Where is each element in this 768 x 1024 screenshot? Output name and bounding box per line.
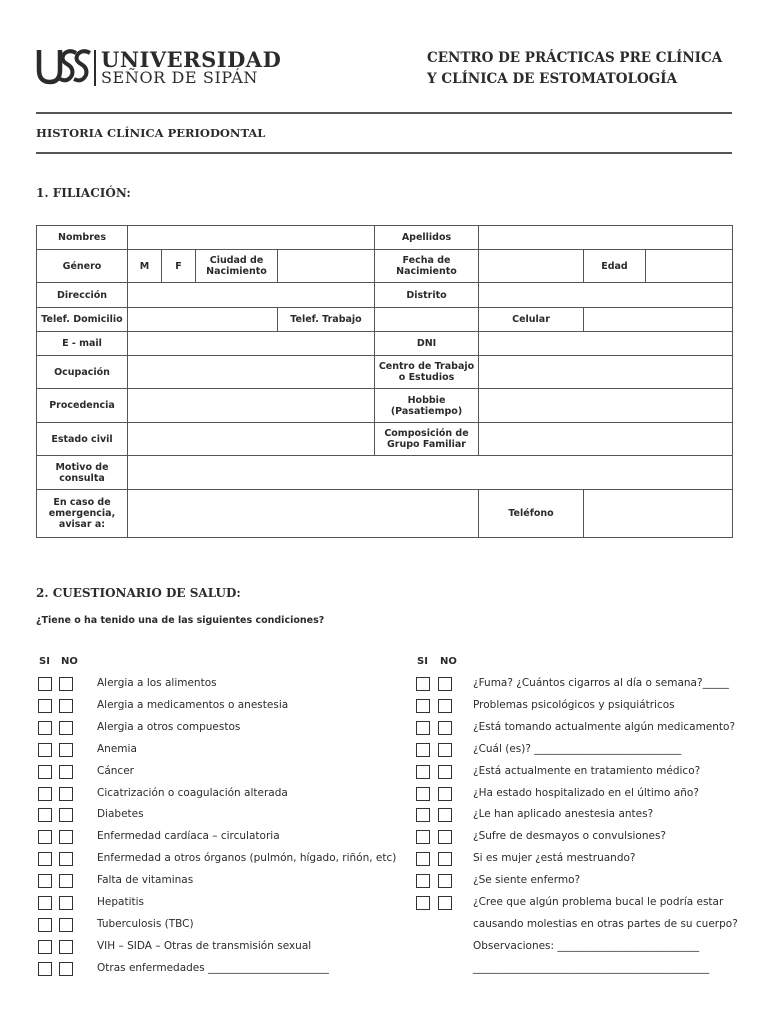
center-title-line1: CENTRO DE PRÁCTICAS PRE CLÍNICA (427, 50, 723, 66)
university-name: UNIVERSIDAD (101, 47, 282, 72)
left-question-label: Enfermedad cardíaca – circulatoria (97, 830, 280, 842)
left-question-label: Cáncer (97, 765, 134, 777)
right-si-checkbox[interactable] (416, 896, 430, 910)
left-no-checkbox[interactable] (59, 874, 73, 888)
left-question-label: Enfermedad a otros órganos (pulmón, hígado, riñón, etc) (97, 852, 397, 864)
right-no-checkbox[interactable] (438, 721, 452, 735)
right-si-checkbox[interactable] (416, 721, 430, 735)
left-si-checkbox[interactable] (38, 699, 52, 713)
label-celular: Celular (479, 308, 584, 332)
left-no-checkbox[interactable] (59, 896, 73, 910)
row-genero (37, 250, 733, 283)
nombres-field[interactable] (128, 226, 375, 250)
apellidos-field[interactable] (479, 226, 733, 250)
edad-field[interactable] (646, 250, 733, 283)
right-si-checkbox[interactable] (416, 808, 430, 822)
left-si-checkbox[interactable] (38, 896, 52, 910)
label-telefono: Teléfono (479, 490, 584, 538)
title-divider (36, 152, 732, 154)
document-title: HISTORIA CLÍNICA PERIODONTAL (36, 126, 266, 140)
right-no-checkbox[interactable] (438, 874, 452, 888)
left-no-checkbox[interactable] (59, 765, 73, 779)
left-question-label: Alergia a otros compuestos (97, 721, 241, 733)
label-genero: Género (37, 250, 128, 283)
university-subname: SEÑOR DE SIPÁN (101, 68, 259, 87)
left-question-label: Anemia (97, 743, 137, 755)
distrito-field[interactable] (479, 283, 733, 308)
motivo-consulta-field[interactable] (128, 456, 733, 490)
left-si-checkbox[interactable] (38, 940, 52, 954)
right-question-label: Si es mujer ¿está mestruando? (473, 852, 636, 864)
ocupacion-field[interactable] (128, 356, 375, 389)
row-email (37, 332, 733, 356)
composicion-familiar-field[interactable] (479, 423, 733, 456)
left-question-label: Otras enfermedades _______________________ (97, 962, 329, 974)
email-field[interactable] (128, 332, 375, 356)
left-si-checkbox[interactable] (38, 787, 52, 801)
right-no-checkbox[interactable] (438, 743, 452, 757)
celular-field[interactable] (584, 308, 733, 332)
right-si-checkbox[interactable] (416, 830, 430, 844)
right-question-label: ¿Está tomando actualmente algún medicamento? (473, 721, 736, 733)
row-direccion (37, 283, 733, 308)
emergencia-field[interactable] (128, 490, 479, 538)
telef-trabajo-field[interactable] (375, 308, 479, 332)
right-question-label: ¿Cree que algún problema bucal le podría estar (473, 896, 724, 908)
left-si-checkbox[interactable] (38, 962, 52, 976)
left-question-label: Falta de vitaminas (97, 874, 194, 886)
left-no-header: NO (61, 656, 78, 667)
ciudad-nacimiento-field[interactable] (278, 250, 375, 283)
left-no-checkbox[interactable] (59, 962, 73, 976)
label-composicion-familiar: Composición de Grupo Familiar (375, 423, 479, 456)
left-no-checkbox[interactable] (59, 721, 73, 735)
label-nombres: Nombres (37, 226, 128, 250)
left-no-checkbox[interactable] (59, 743, 73, 757)
right-no-header: NO (440, 656, 457, 667)
row-telefonos (37, 308, 733, 332)
right-no-checkbox[interactable] (438, 852, 452, 866)
left-si-checkbox[interactable] (38, 852, 52, 866)
left-question-label: Cicatrización o coagulación alterada (97, 787, 288, 799)
right-question-label: ¿Le han aplicado anestesia antes? (473, 808, 654, 820)
label-motivo-consulta: Motivo de consulta (37, 456, 128, 490)
right-no-checkbox[interactable] (438, 699, 452, 713)
row-procedencia (37, 389, 733, 423)
right-si-checkbox[interactable] (416, 874, 430, 888)
right-question-label: ¿Cuál (es)? ____________________________ (473, 743, 682, 755)
section-filiacion-title: 1. FILIACIÓN: (36, 186, 131, 200)
left-no-checkbox[interactable] (59, 940, 73, 954)
header-divider (36, 112, 732, 114)
right-no-checkbox[interactable] (438, 808, 452, 822)
left-no-checkbox[interactable] (59, 699, 73, 713)
observaciones-blank[interactable]: ___________________________ (554, 940, 700, 952)
left-no-checkbox[interactable] (59, 787, 73, 801)
label-fecha-nacimiento: Fecha de Nacimiento (375, 250, 479, 283)
genero-f[interactable]: F (162, 250, 196, 283)
right-no-checkbox[interactable] (438, 896, 452, 910)
label-edad: Edad (584, 250, 646, 283)
label-distrito: Distrito (375, 283, 479, 308)
right-question-label: ¿Se siente enfermo? (473, 874, 581, 886)
right-si-header: SI (417, 656, 428, 667)
telef-domicilio-field[interactable] (128, 308, 278, 332)
right-no-checkbox[interactable] (438, 830, 452, 844)
right-question-label: ¿Ha estado hospitalizado en el último año? (473, 787, 699, 799)
right-question-label: Problemas psicológicos y psiquiátricos (473, 699, 675, 711)
hobbie-field[interactable] (479, 389, 733, 423)
label-ocupacion: Ocupación (37, 356, 128, 389)
row-emergencia (37, 490, 733, 538)
left-si-checkbox[interactable] (38, 830, 52, 844)
label-email: E - mail (37, 332, 128, 356)
label-dni: DNI (375, 332, 479, 356)
label-ciudad-nacimiento: Ciudad de Nacimiento (196, 250, 278, 283)
center-title (427, 48, 722, 90)
left-question-label: Alergia a medicamentos o anestesia (97, 699, 289, 711)
label-telef-domicilio: Telef. Domicilio (37, 308, 128, 332)
right-question-label: ¿Sufre de desmayos o convulsiones? (473, 830, 667, 842)
direccion-field[interactable] (128, 283, 375, 308)
left-no-checkbox[interactable] (59, 677, 73, 691)
right-no-checkbox[interactable] (438, 765, 452, 779)
left-si-checkbox[interactable] (38, 743, 52, 757)
left-no-checkbox[interactable] (59, 918, 73, 932)
logo-divider (94, 50, 96, 86)
right-si-checkbox[interactable] (416, 787, 430, 801)
left-si-checkbox[interactable] (38, 918, 52, 932)
right-si-checkbox[interactable] (416, 699, 430, 713)
label-procedencia: Procedencia (37, 389, 128, 423)
left-question-label: Alergia a los alimentos (97, 677, 217, 689)
right-si-checkbox[interactable] (416, 852, 430, 866)
row-estado-civil (37, 423, 733, 456)
right-no-checkbox[interactable] (438, 677, 452, 691)
label-emergencia: En caso de emergencia, avisar a: (37, 490, 128, 538)
left-no-checkbox[interactable] (59, 808, 73, 822)
section-cuestionario-title: 2. CUESTIONARIO DE SALUD: (36, 586, 241, 600)
left-si-checkbox[interactable] (38, 808, 52, 822)
genero-m[interactable]: M (128, 250, 162, 283)
right-no-checkbox[interactable] (438, 787, 452, 801)
cuestionario-question: ¿Tiene o ha tenido una de las siguientes condiciones? (36, 615, 325, 626)
dni-field[interactable] (479, 332, 733, 356)
right-question-label: ¿Fuma? ¿Cuántos cigarros al día o semana?_____ (473, 677, 729, 689)
left-si-header: SI (39, 656, 50, 667)
right-item-continuation: causando molestias en otras partes de su cuerpo? (473, 918, 738, 930)
left-no-checkbox[interactable] (59, 830, 73, 844)
observaciones-label: Observaciones: (473, 940, 555, 952)
fecha-nacimiento-field[interactable] (479, 250, 584, 283)
left-si-checkbox[interactable] (38, 721, 52, 735)
label-centro-trabajo: Centro de Trabajo o Estudios (375, 356, 479, 389)
center-title-line2: Y CLÍNICA DE ESTOMATOLOGÍA (427, 71, 678, 87)
label-estado-civil: Estado civil (37, 423, 128, 456)
right-si-checkbox[interactable] (416, 677, 430, 691)
label-hobbie: Hobbie (Pasatiempo) (375, 389, 479, 423)
label-direccion: Dirección (37, 283, 128, 308)
left-question-label: Hepatitis (97, 896, 144, 908)
observaciones-final-line[interactable]: _____________________________________________ (473, 962, 710, 974)
left-si-checkbox[interactable] (38, 677, 52, 691)
right-question-label: ¿Está actualmente en tratamiento médico? (473, 765, 701, 777)
label-apellidos: Apellidos (375, 226, 479, 250)
label-telef-trabajo: Telef. Trabajo (278, 308, 375, 332)
telefono-field[interactable] (584, 490, 733, 538)
right-si-checkbox[interactable] (416, 743, 430, 757)
observaciones-line (473, 940, 699, 953)
row-nombres (37, 226, 733, 250)
procedencia-field[interactable] (128, 389, 375, 423)
left-si-checkbox[interactable] (38, 874, 52, 888)
filiacion-table (36, 225, 733, 538)
centro-trabajo-field[interactable] (479, 356, 733, 389)
uss-logo-icon (36, 46, 92, 86)
left-si-checkbox[interactable] (38, 765, 52, 779)
row-ocupacion (37, 356, 733, 389)
left-no-checkbox[interactable] (59, 852, 73, 866)
estado-civil-field[interactable] (128, 423, 375, 456)
right-si-checkbox[interactable] (416, 765, 430, 779)
left-question-label: VIH – SIDA – Otras de transmisión sexual (97, 940, 312, 952)
left-question-label: Tuberculosis (TBC) (97, 918, 194, 930)
row-motivo (37, 456, 733, 490)
left-question-label: Diabetes (97, 808, 144, 820)
